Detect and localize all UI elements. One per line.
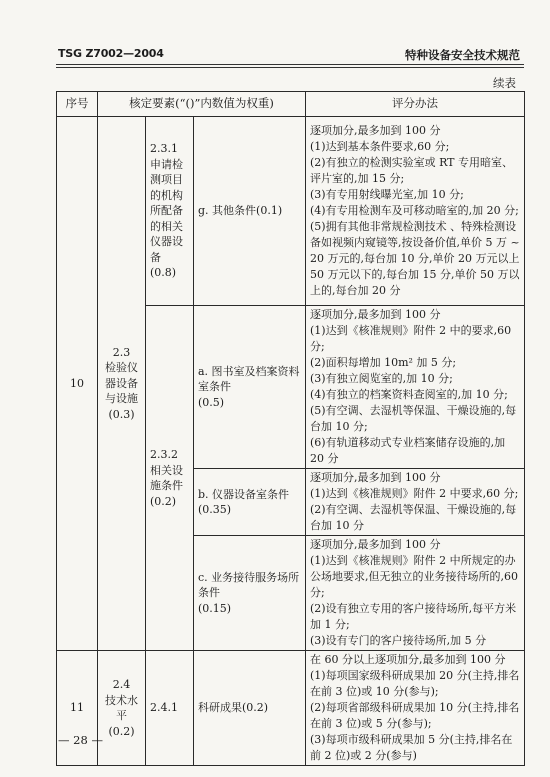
score-method (306, 306, 525, 469)
continued-label: 续表 (493, 76, 516, 90)
score-line: (1)达到《核准规则》附件 2 中要求,60 分; (310, 487, 519, 500)
score-line: (1)达到《核准规则》附件 2 中所规定的办公场地要求,但无独立的业务接待场所的,60 分; (310, 554, 519, 599)
score-line: (3)设有专门的客户接待场所,加 5 分 (310, 634, 487, 647)
score-line: (3)有专用射线曝光室,加 10 分; (310, 188, 464, 201)
document-code: TSG Z7002—2004 (58, 47, 164, 60)
item-label: a. 图书室及档案资料室条件 (0.5) (194, 306, 306, 469)
score-line: 在 60 分以上逐项加分,最多加到 100 分 (310, 653, 506, 666)
page-number: — 28 — (58, 733, 103, 747)
score-line: (1)达到《核准规则》附件 2 中的要求,60 分; (310, 324, 512, 353)
item-label: b. 仪器设备室条件 (0.35) (194, 469, 306, 536)
score-line: 逐项加分,最多加到 100 分 (310, 124, 441, 137)
score-line: (5)拥有其他非常规检测技术 、特殊检测设备如视频内窥镜等,按设备价值,单价 5 万 ~ 20 万元的,每台加 10 分,单价 20 万元以上 50 万元以下的,每台加 15 分,单价 50 万以上的,每台加 20 分 (310, 220, 520, 297)
score-line: (5)有空调、去湿机等保温、干燥设施的,每台加 10 分; (310, 404, 517, 433)
header-no: 序号 (57, 92, 98, 117)
score-method (306, 469, 525, 536)
score-line: 逐项加分,最多加到 100 分 (310, 471, 441, 484)
table-header-row (57, 92, 525, 117)
row-number: 10 (57, 117, 98, 651)
score-line: 逐项加分,最多加到 100 分 (310, 538, 441, 551)
level1-element: 2.3 检验仪 器设备 与设施 (0.3) (98, 117, 146, 651)
table-row (57, 117, 525, 306)
score-line: (3)每项市级科研成果加 5 分(主持,排名在前 2 位)或 2 分(参与) (310, 733, 513, 762)
item-label: g. 其他条件(0.1) (194, 117, 306, 306)
score-line: (4)有独立的档案资料查阅室的,加 10 分; (310, 388, 508, 401)
score-line: 逐项加分,最多加到 100 分 (310, 308, 441, 321)
item-label: 科研成果(0.2) (194, 651, 306, 766)
header-rule (56, 64, 524, 68)
score-line: (2)有独立的检测实验室或 RT 专用暗室、评片室的,加 15 分; (310, 156, 514, 185)
score-line: (3)有独立阅览室的,加 10 分; (310, 372, 453, 385)
score-method (306, 651, 525, 766)
score-method (306, 536, 525, 651)
level2-element: 2.3.1 申请检 测项目 的机构 所配备 的相关 仪器设 备 (0.8) (146, 117, 194, 306)
score-method (306, 117, 525, 306)
score-line: (1)每项国家级科研成果加 20 分(主持,排名在前 3 位)或 10 分(参与); (310, 669, 520, 698)
score-line: (4)有专用检测车及可移动暗室的,加 20 分; (310, 204, 519, 217)
document-series-title: 特种设备安全技术规范 (405, 48, 520, 62)
header-method: 评分办法 (306, 92, 525, 117)
header-elements: 核定要素(“()”内数值为权重) (98, 92, 306, 117)
level2-element: 2.3.2 相关设 施条件 (0.2) (146, 306, 194, 651)
score-line: (1)达到基本条件要求,60 分; (310, 140, 450, 153)
score-line: (2)每项省部级科研成果加 10 分(主持,排名在前 3 位)或 5 分(参与); (310, 701, 520, 730)
score-line: (2)设有独立专用的客户接待场所,每平方米加 1 分; (310, 602, 517, 631)
score-line: (2)面积每增加 10m² 加 5 分; (310, 356, 457, 369)
table-row (57, 651, 525, 766)
score-line: (6)有轨道移动式专业档案储存设施的,加 20 分 (310, 436, 506, 465)
item-label: c. 业务接待服务场所条件 (0.15) (194, 536, 306, 651)
row-number: 11 (57, 651, 98, 766)
level2-element: 2.4.1 (146, 651, 194, 766)
level1-element: 2.4 技术水 平 (0.2) (98, 651, 146, 766)
score-line: (2)有空调、去湿机等保温、干燥设施的,每台加 10 分 (310, 503, 517, 532)
evaluation-table (56, 91, 525, 766)
